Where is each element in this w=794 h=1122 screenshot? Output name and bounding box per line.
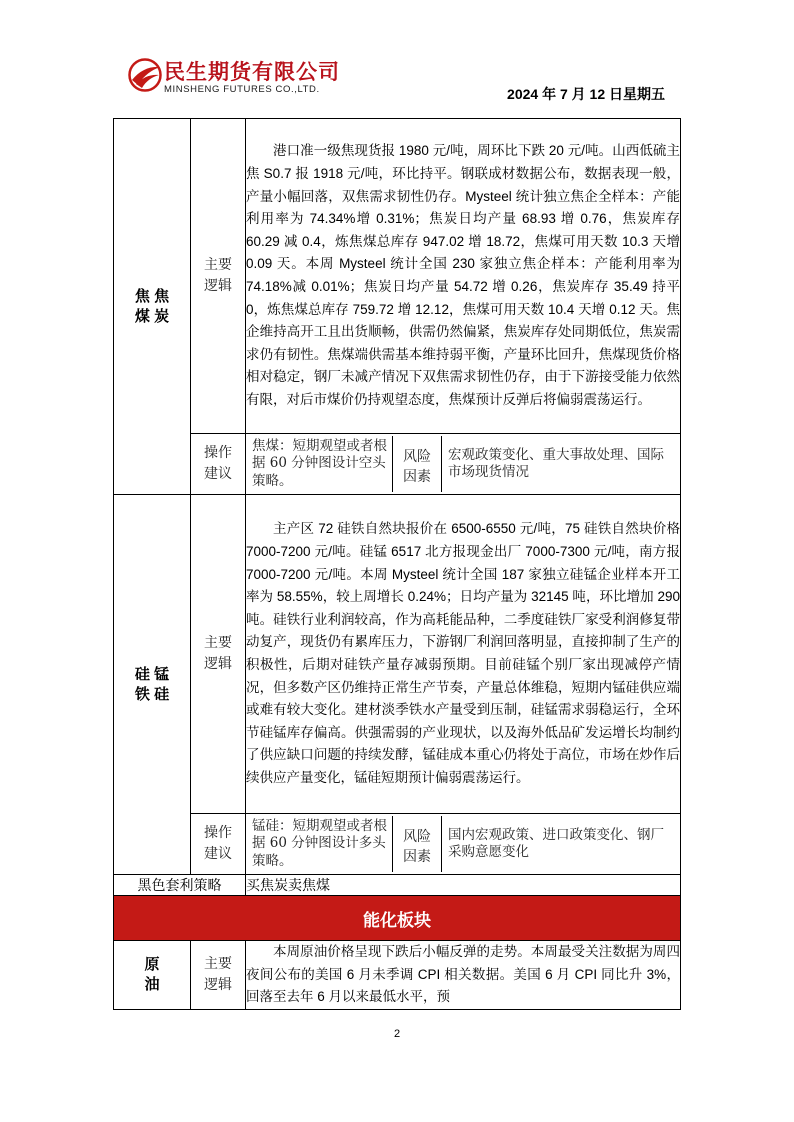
category-ferro: 硅 锰 铁 硅	[114, 495, 191, 875]
logic-label: 主要 逻辑	[191, 495, 246, 814]
risk-label: 风险 因素	[393, 436, 442, 493]
report-date: 2024 年 7 月 12 日星期五	[507, 86, 665, 102]
ops-label: 操作 建议	[191, 434, 246, 495]
ops-label: 操作 建议	[191, 814, 246, 875]
strategy-row	[114, 875, 681, 896]
coke-logic-text: 港口准一级焦现货报 1980 元/吨，周环比下跌 20 元/吨。山西低硫主焦 S0.7 报 1918 元/吨，环比持平。钢联成材数据公布，数据表现一般，产量小幅回落，双焦需求韧性仍存。Mysteel 统计独立焦企全样本：产能利用率为 74.34%增 0.31%；焦炭日均产量 68.93 增 0.76，焦炭库存 60.29 减 0.4，炼焦煤总库存 947.02 增 18.72，焦煤可用天数 10.3 天增 0.09 天。本周 Mysteel 统计全国 230 家独立焦企样本：产能利用率为 74.18%减 0.01%；焦炭日均产量 54.72 增 0.26，焦炭库存 35.49 持平 0，炼焦煤总库存 759.72 增 12.12，焦煤可用天数 10.4 天增 0.12 天。焦企维持高开工且出货顺畅，供需仍然偏紧，焦炭库存处同期低位，焦炭需求仍有韧性。焦煤端供需基本维持弱平衡，产量环比回升，焦煤现货价格相对稳定，钢厂未减产情况下双焦需求韧性仍存，由于下游接受能力依然有限，对后市煤价仍持观望态度，焦煤预计反弹后将偏弱震荡运行。	[246, 119, 681, 434]
strategy-text: 买焦炭卖焦煤	[246, 875, 681, 896]
page-number: 2	[393, 1028, 401, 1040]
minsheng-swoosh-logo-icon	[128, 58, 162, 92]
coke-risk-text: 宏观政策变化、重大事故处理、国际市场现货情况	[448, 446, 664, 480]
category-crude: 原 油	[114, 941, 191, 1010]
category-coke: 焦 焦 煤 炭	[114, 119, 191, 495]
commodity-table	[113, 118, 681, 1010]
logic-label: 主要 逻辑	[191, 941, 246, 1010]
strategy-label: 黑色套利策略	[114, 875, 246, 896]
logic-label: 主要 逻辑	[191, 119, 246, 434]
section-row	[114, 896, 681, 941]
ferro-logic-text: 主产区 72 硅铁自然块报价在 6500-6550 元/吨，75 硅铁自然块价格 7000-7200 元/吨。硅锰 6517 北方报现金出厂 7000-7300 元/吨，南方报 7000-7200 元/吨。本周 Mysteel 统计全国 187 家独立硅锰企业样本开工率为 58.55%，较上周增长 0.24%；日均产量为 32145 吨，环比增加 290 吨。硅铁行业利润较高，作为高耗能品种，二季度硅铁厂家受利润修复带动复产，现货仍有累库压力，下游钢厂利润回落明显，直接抑制了生产的积极性，后期对硅铁产量存减弱预期。目前硅锰个别厂家出现减停产情况，但多数产区仍维持正常生产节奏，产量总体维稳，短期内锰硅供应端或难有较大变化。建材淡季铁水产量受到压制，硅锰需求弱稳运行，全环节硅锰库存偏高。供强需弱的产业现状，以及海外低品矿发运增长均制约了供应缺口问题的持续发酵，锰硅成本重心仍将处于高位，市场在炒作后续供应产量变化，锰硅短期预计偏弱震荡运行。	[246, 495, 681, 814]
ferro-logic-row	[114, 495, 681, 814]
page-header	[0, 0, 794, 112]
section-title-energy-chemicals: 能化板块	[114, 896, 681, 941]
crude-logic-row	[114, 941, 681, 1010]
coke-ops-text: 焦煤：短期观望或者根据 60 分钟图设计空头策略。	[246, 436, 393, 493]
crude-logic-text: 本周原油价格呈现下跌后小幅反弹的走势。本周最受关注数据为周四夜间公布的美国 6 月未季调 CPI 相关数据。美国 6 月 CPI 同比升 3%，回落至去年 6 月以来最低水平，预	[246, 941, 681, 1010]
coke-logic-row	[114, 119, 681, 434]
coke-ops-cell	[246, 434, 681, 495]
company-name-en: MINSHENG FUTURES CO.,LTD.	[164, 84, 320, 95]
ferro-ops-cell	[246, 814, 681, 875]
coke-ops-table	[246, 436, 680, 493]
ferro-ops-table	[246, 816, 680, 873]
ferro-risk-text: 国内宏观政策、进口政策变化、钢厂采购意愿变化	[448, 826, 664, 860]
ferro-ops-row	[114, 814, 681, 875]
ferro-ops-text: 锰硅：短期观望或者根据 60 分钟图设计多头策略。	[246, 816, 393, 873]
risk-label: 风险 因素	[393, 816, 442, 873]
company-name-cn: 民生期货有限公司	[164, 60, 340, 84]
company-logo	[128, 56, 388, 106]
coke-ops-row	[114, 434, 681, 495]
